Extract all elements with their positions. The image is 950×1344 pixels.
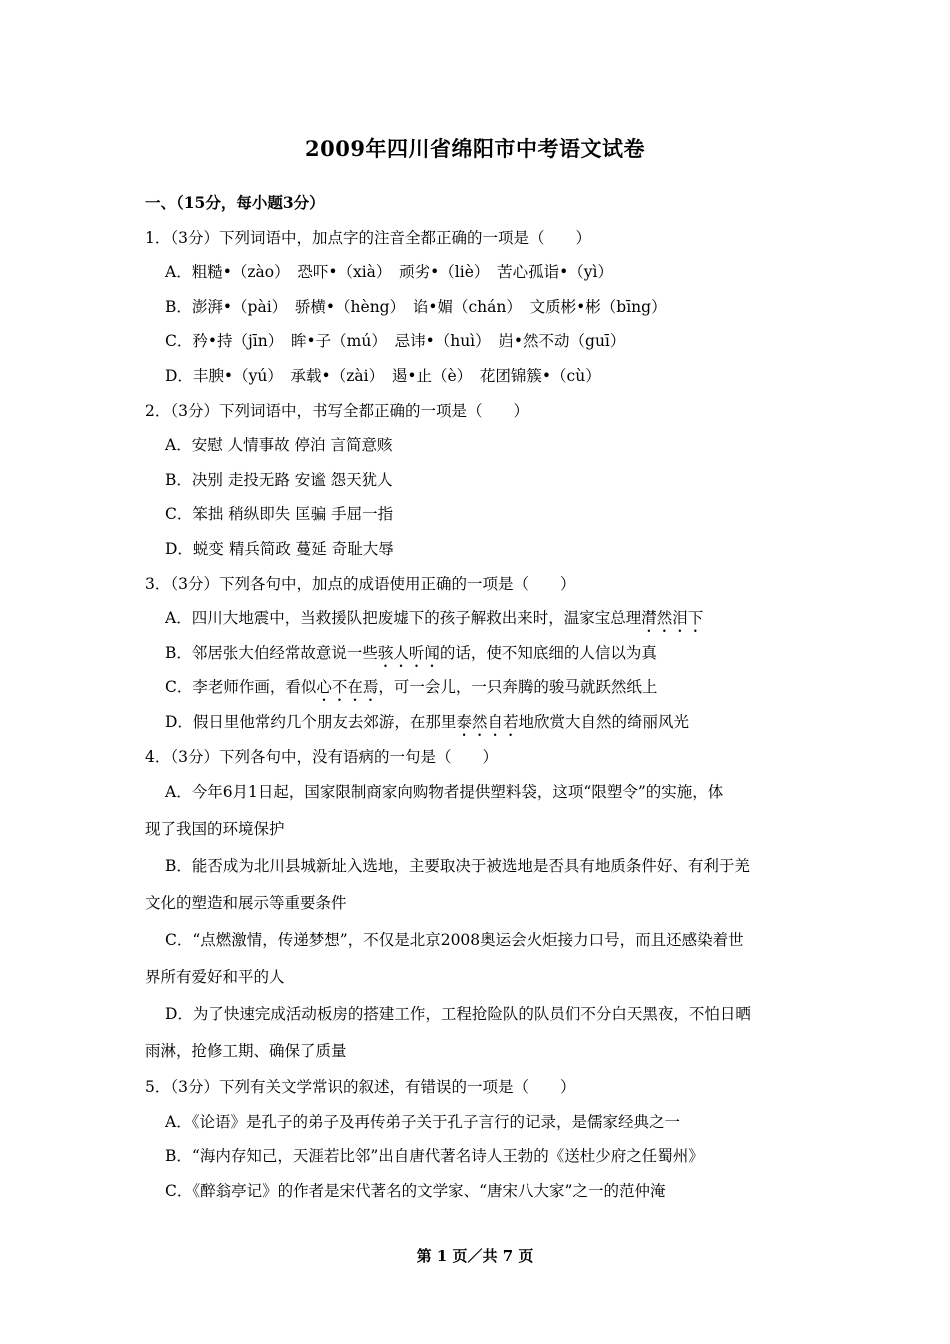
option-text: A．四川大地震中，当救援队把废墟下的孩子解救出来时，温家宝总理	[165, 609, 642, 628]
question-4-option-a-line1: A．今年6月1日起，国家限制商家向购物者提供塑料袋，这项“限塑令”的实施，体	[165, 783, 724, 802]
page-title: 2009年四川省绵阳市中考语文试卷	[305, 136, 645, 161]
option-text: 的话，使不知底细的人信以为真	[439, 643, 657, 662]
question-4-option-b-line1: B．能否成为北川县城新址入选地，主要取决于被选地是否具有地质条件好、有利于羌	[165, 857, 750, 876]
question-1-option-c: C．矜•持（jīn） 眸•子（mú） 忌讳•（huì） 岿•然不动（guī）	[165, 332, 626, 351]
question-5-option-b: B．“海内存知己，天涯若比邻”出自唐代著名诗人王勃的《送杜少府之任蜀州》	[165, 1147, 704, 1166]
question-4-option-c-line1: C．“点燃激情，传递梦想”，不仅是北京2008奥运会火炬接力口号，而且还感染着世	[165, 931, 744, 950]
option-text: C．李老师作画，看似	[165, 678, 317, 697]
question-2-option-a: A．安慰 人情事故 停泊 言简意赅	[165, 436, 393, 455]
question-2-stem: 2．（3分）下列词语中，书写全都正确的一项是（ ）	[145, 401, 529, 420]
question-4-stem: 4．（3分）下列各句中，没有语病的一句是（ ）	[145, 747, 498, 766]
question-1-option-a: A．粗糙•（zào） 恐吓•（xià） 顽劣•（liè） 苦心孤诣•（yì）	[165, 263, 613, 282]
question-4-option-b-line2: 文化的塑造和展示等重要条件	[145, 894, 347, 913]
page-footer: 第 1 页／共 7 页	[416, 1247, 534, 1265]
option-text: ，可一会儿，一只奔腾的骏马就跃然纸上	[378, 678, 658, 697]
question-4-option-d-line2: 雨淋，抢修工期、确保了质量	[145, 1042, 347, 1061]
question-3-option-a	[145, 601, 815, 636]
question-5-option-a: A．《论语》是孔子的弟子及再传弟子关于孔子言行的记录，是儒家经典之一	[165, 1112, 680, 1131]
dotted-idiom: 心不在焉	[316, 678, 379, 697]
dotted-idiom: 潸然泪下	[641, 609, 704, 628]
question-3-stem: 3．（3分）下列各句中，加点的成语使用正确的一项是（ ）	[145, 574, 576, 593]
section-heading: 一、（15分，每小题3分）	[145, 193, 325, 212]
question-3-option-d	[145, 705, 815, 740]
question-1-option-b: B．澎湃•（pài） 骄横•（hèng） 谄•媚（chán） 文质彬•彬（bīng）	[165, 297, 667, 316]
dotted-idiom: 骇人听闻	[377, 643, 440, 662]
option-text: D．假日里他常约几个朋友去郊游，在那里	[165, 712, 457, 731]
option-text: B．邻居张大伯经常故意说一些	[165, 643, 378, 662]
question-5-stem: 5．（3分）下列有关文学常识的叙述，有错误的一项是（ ）	[145, 1078, 576, 1097]
question-5-option-c: C．《醉翁亭记》的作者是宋代著名的文学家、“唐宋八大家”之一的范仲淹	[165, 1181, 666, 1200]
option-text: 地欣赏大自然的绮丽风光	[518, 712, 689, 731]
question-3-option-b	[145, 636, 815, 671]
exam-content	[145, 186, 815, 1208]
question-2-option-b: B．决别 走投无路 安谧 怨天犹人	[165, 470, 393, 489]
question-4-option-d-line1: D．为了快速完成活动板房的搭建工作，工程抢险队的队员们不分白天黑夜，不怕日晒	[165, 1005, 751, 1024]
question-1-option-d: D．丰腴•（yú） 承载•（zài） 遏•止（è） 花团锦簇•（cù）	[165, 366, 601, 385]
question-4-option-a-line2: 现了我国的环境保护	[145, 820, 285, 839]
question-2-option-d: D．蜕变 精兵简政 蔓延 奇耻大辱	[165, 539, 394, 558]
question-1-stem: 1．（3分）下列词语中，加点字的注音全都正确的一项是（ ）	[145, 228, 591, 247]
question-4-option-c-line2: 界所有爱好和平的人	[145, 968, 285, 987]
dotted-idiom: 泰然自若	[456, 712, 519, 731]
question-3-option-c	[145, 670, 815, 705]
question-2-option-c: C．笨拙 稍纵即失 匡骗 手屈一指	[165, 505, 394, 524]
